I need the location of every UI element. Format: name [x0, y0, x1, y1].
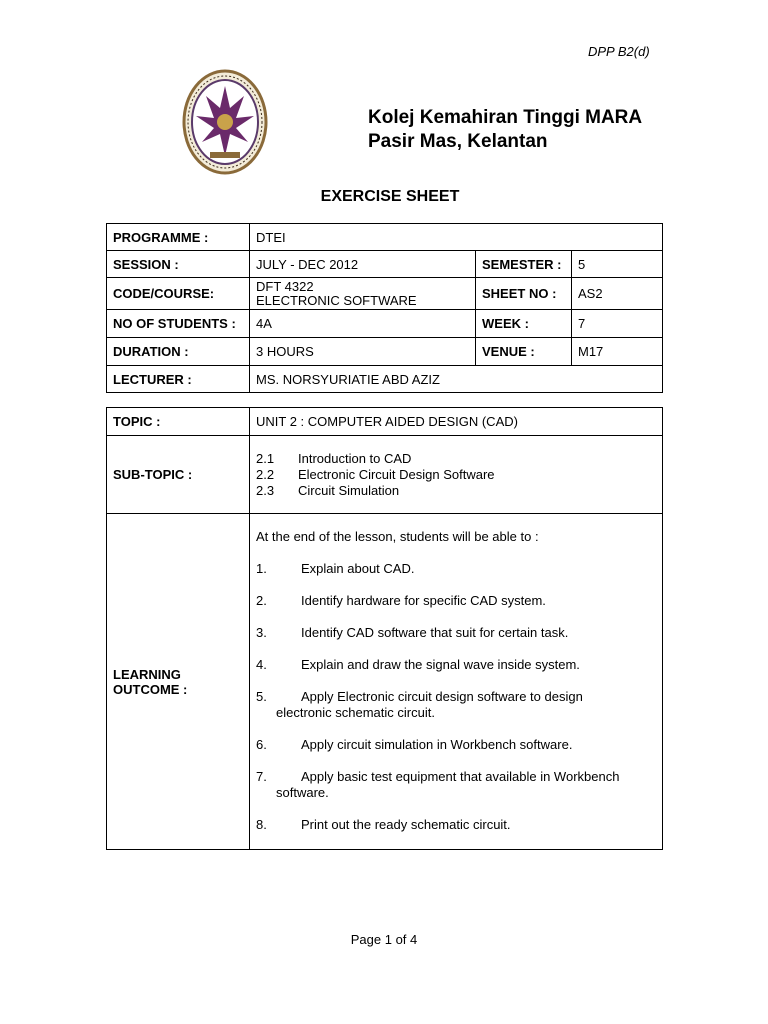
learning-outcome-text: Apply basic test equipment that available in Workbench — [301, 769, 620, 784]
programme-row — [107, 224, 663, 251]
learning-outcome-line — [256, 817, 656, 833]
learning-outcome-line — [256, 737, 656, 753]
subtopic-number: 2.1 — [256, 450, 275, 466]
students-value: 4A — [250, 310, 476, 338]
course-info-table — [106, 223, 663, 393]
document-code: DPP B2(d) — [588, 44, 650, 59]
learning-outcome-item — [256, 657, 656, 673]
semester-value: 5 — [572, 251, 663, 278]
subtopic-item — [256, 467, 656, 483]
learning-outcome-label — [107, 514, 250, 850]
learning-outcome-text: Explain about CAD. — [301, 561, 415, 576]
programme-label: PROGRAMME : — [107, 224, 250, 251]
learning-outcome-number: 5. — [256, 689, 267, 704]
semester-label: SEMESTER : — [476, 251, 572, 278]
learning-outcome-number: 4. — [256, 657, 267, 672]
learning-outcome-list — [250, 514, 663, 850]
page-number: Page 1 of 4 — [350, 932, 418, 947]
session-label: SESSION : — [107, 251, 250, 278]
learning-outcome-text: Apply circuit simulation in Workbench software. — [301, 737, 573, 752]
code-label: CODE/COURSE: — [107, 278, 250, 310]
sheet-no-label: SHEET NO : — [476, 278, 572, 310]
learning-outcome-item — [256, 561, 656, 577]
learning-outcome-text: Apply Electronic circuit design software to design — [301, 689, 583, 704]
learning-outcome-number: 2. — [256, 593, 267, 608]
institution-line-1: Kolej Kemahiran Tinggi MARA — [368, 107, 643, 128]
subtopic-number: 2.2 — [256, 466, 275, 482]
venue-label: VENUE : — [476, 338, 572, 366]
learning-outcome-item — [256, 625, 656, 641]
venue-value: M17 — [572, 338, 663, 366]
topic-table — [106, 407, 663, 850]
session-row — [107, 251, 663, 278]
duration-row — [107, 338, 663, 366]
learning-outcome-number: 7. — [256, 769, 267, 784]
students-label: NO OF STUDENTS : — [107, 310, 250, 338]
subtopic-text: Introduction to CAD — [298, 450, 412, 466]
learning-outcome-text: Identify CAD software that suit for certain task. — [301, 625, 569, 640]
learning-outcome-item — [256, 737, 656, 753]
subtopic-item — [256, 483, 656, 499]
duration-label: DURATION : — [107, 338, 250, 366]
sheet-no-value: AS2 — [572, 278, 663, 310]
topic-value: UNIT 2 : COMPUTER AIDED DESIGN (CAD) — [250, 408, 663, 436]
learning-outcome-line — [256, 769, 656, 785]
institution-name — [368, 106, 642, 154]
subtopic-row — [107, 436, 663, 514]
session-value: JULY - DEC 2012 — [250, 251, 476, 278]
learning-outcome-text: Explain and draw the signal wave inside system. — [301, 657, 580, 672]
learning-outcome-number: 8. — [256, 817, 267, 832]
course-name: ELECTRONIC SOFTWARE — [256, 292, 417, 308]
lecturer-value: MS. NORSYURIATIE ABD AZIZ — [250, 366, 663, 393]
code-value — [250, 278, 476, 310]
subtopic-list — [250, 436, 663, 514]
week-value: 7 — [572, 310, 663, 338]
topic-row — [107, 408, 663, 436]
programme-value: DTEI — [250, 224, 663, 251]
learning-outcome-line — [256, 657, 656, 673]
subtopic-label: SUB-TOPIC : — [107, 436, 250, 514]
learning-outcome-line — [256, 689, 656, 705]
course-code: DFT 4322 — [256, 278, 314, 294]
learning-outcome-text: Print out the ready schematic circuit. — [301, 817, 511, 832]
learning-outcome-number: 3. — [256, 625, 267, 640]
college-crest-logo — [182, 68, 268, 176]
students-row — [107, 310, 663, 338]
duration-value: 3 HOURS — [250, 338, 476, 366]
learning-outcome-intro: At the end of the lesson, students will be able to : — [256, 529, 539, 544]
learning-outcome-line — [256, 593, 656, 609]
learning-outcome-continuation: electronic schematic circuit. — [276, 705, 435, 720]
learning-outcome-item — [256, 817, 656, 833]
subtopic-text: Circuit Simulation — [298, 482, 400, 498]
lecturer-label: LECTURER : — [107, 366, 250, 393]
learning-outcome-item — [256, 593, 656, 609]
learning-outcome-label-line-2: OUTCOME : — [113, 681, 188, 697]
learning-outcome-row — [107, 514, 663, 850]
subtopic-item — [256, 451, 656, 467]
learning-outcome-continuation: software. — [276, 785, 329, 800]
code-row — [107, 278, 663, 310]
learning-outcome-item — [256, 769, 656, 801]
subtopic-text: Electronic Circuit Design Software — [298, 466, 495, 482]
learning-outcome-label-line-1: LEARNING — [113, 666, 181, 682]
week-label: WEEK : — [476, 310, 572, 338]
learning-outcome-item — [256, 689, 656, 721]
lecturer-row — [107, 366, 663, 393]
learning-outcome-number: 6. — [256, 737, 267, 752]
subtopic-number: 2.3 — [256, 482, 275, 498]
topic-label: TOPIC : — [107, 408, 250, 436]
learning-outcome-line — [256, 625, 656, 641]
learning-outcome-text: Identify hardware for specific CAD system. — [301, 593, 546, 608]
learning-outcome-number: 1. — [256, 561, 267, 576]
sheet-title: EXERCISE SHEET — [320, 188, 460, 205]
learning-outcome-line — [256, 561, 656, 577]
institution-line-2: Pasir Mas, Kelantan — [368, 131, 548, 152]
